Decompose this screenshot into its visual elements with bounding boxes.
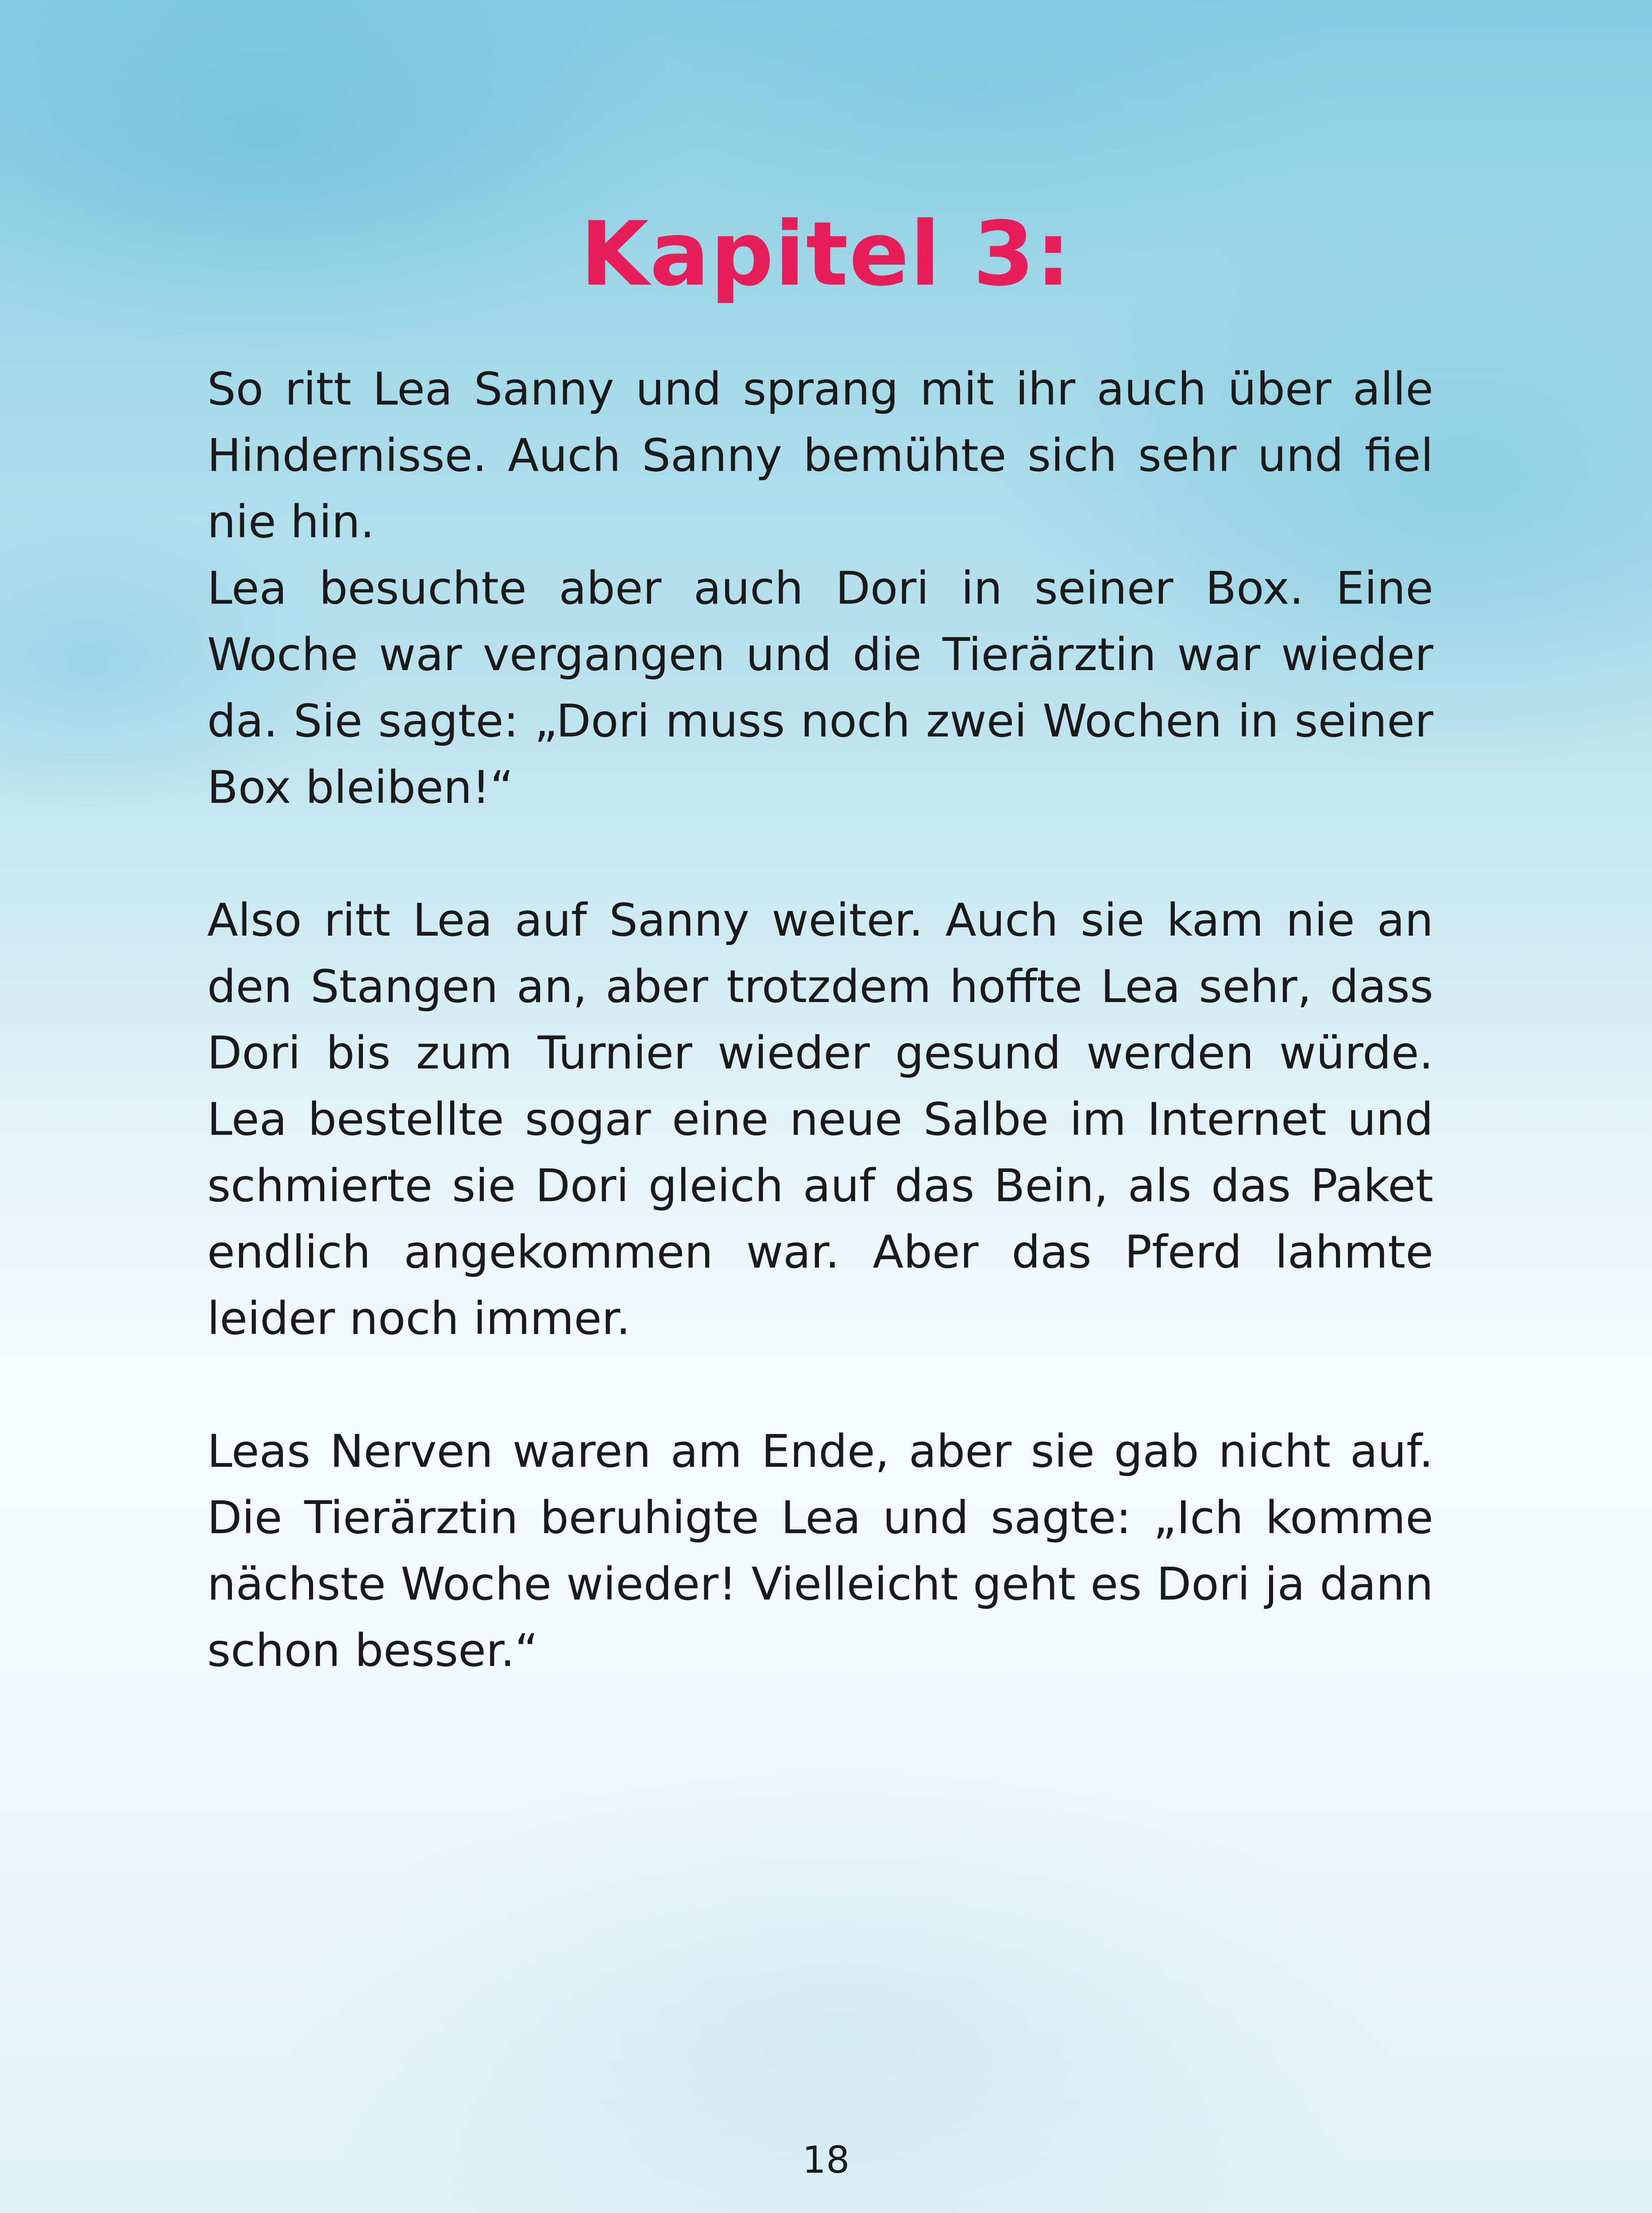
paragraph-3: Also ritt Lea auf Sanny weiter. Auch sie kam nie an den Stangen an, aber trotzdem hoffte Lea sehr, dass Dori bis zum Turnier wieder gesund werden würde. Lea bestellte sogar eine neue Salbe im Internet und schmierte sie Dori gleich auf das Bein, als das Paket endlich angekommen war. Aber das Pferd lahmte leider noch immer. (207, 894, 1433, 1345)
page-number: 18 (802, 2138, 850, 2182)
paragraph-2: Lea besuchte aber auch Dori in seiner Box. Eine Woche war vergangen und die Tierärztin war wieder da. Sie sagte: „Dori muss noch zwei Wochen in seiner Box bleiben!“ (207, 562, 1433, 814)
chapter-title: Kapitel 3: (580, 203, 1072, 306)
paragraph-1: So ritt Lea Sanny und sprang mit ihr auch über alle Hindernisse. Auch Sanny bemühte sich sehr und fiel nie hin. (207, 363, 1433, 548)
paragraph-4: Leas Nerven waren am Ende, aber sie gab nicht auf. Die Tierärztin beruhigte Lea und sagte: „Ich komme nächste Woche wieder! Vielleicht geht es Dori ja dann schon besser.“ (207, 1425, 1433, 1677)
chapter-body (207, 356, 1433, 1684)
